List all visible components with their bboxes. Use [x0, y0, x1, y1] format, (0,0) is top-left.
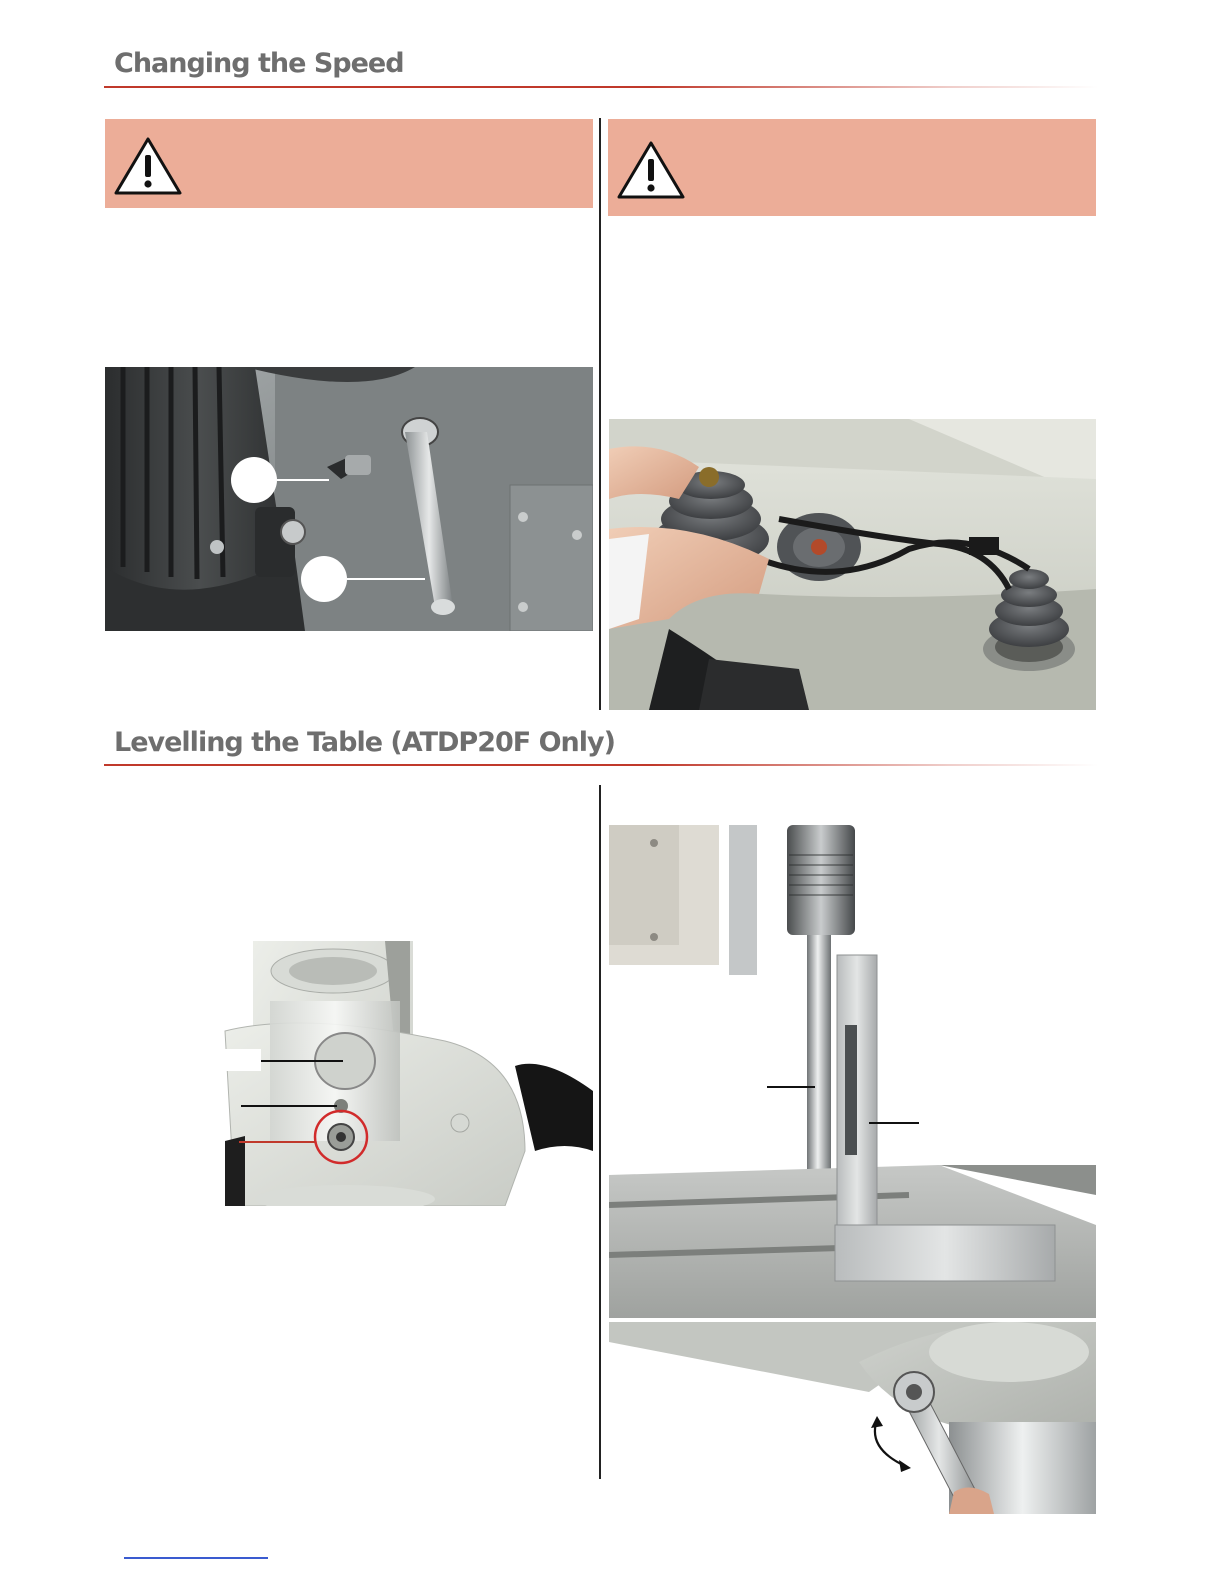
callout-leader-line — [261, 1060, 343, 1062]
callout-leader-line — [239, 1141, 315, 1143]
column-divider — [599, 118, 601, 710]
table-bracket-bolts-photo — [105, 941, 593, 1206]
callout-leader-line — [241, 1105, 337, 1107]
callout-leader-line — [277, 479, 329, 481]
callout-marker — [231, 457, 277, 503]
section-title-changing-speed: Changing the Speed — [114, 48, 404, 79]
spanner-adjusting-nut-photo — [609, 1322, 1096, 1514]
callout-label-box — [125, 1049, 261, 1071]
callout-leader-line — [767, 1086, 815, 1088]
curved-double-arrow-icon — [867, 1414, 921, 1474]
callout-leader-line — [347, 578, 425, 580]
section-title-levelling-table: Levelling the Table (ATDP20F Only) — [114, 727, 615, 758]
callout-leader-line — [869, 1122, 919, 1124]
warning-box — [105, 119, 593, 208]
section-title-rule — [104, 764, 1098, 766]
section-title-rule — [104, 86, 1098, 88]
motor-belt-tension-lever-photo — [105, 367, 593, 631]
belt-pulleys-photo — [609, 419, 1096, 710]
warning-triangle-icon — [113, 135, 183, 202]
callout-marker — [301, 556, 347, 602]
footer-link-underline[interactable] — [124, 1557, 268, 1559]
warning-triangle-icon — [616, 139, 686, 206]
square-against-drill-bar-photo — [609, 825, 1096, 1318]
column-divider — [599, 785, 601, 1479]
warning-box — [608, 119, 1096, 216]
